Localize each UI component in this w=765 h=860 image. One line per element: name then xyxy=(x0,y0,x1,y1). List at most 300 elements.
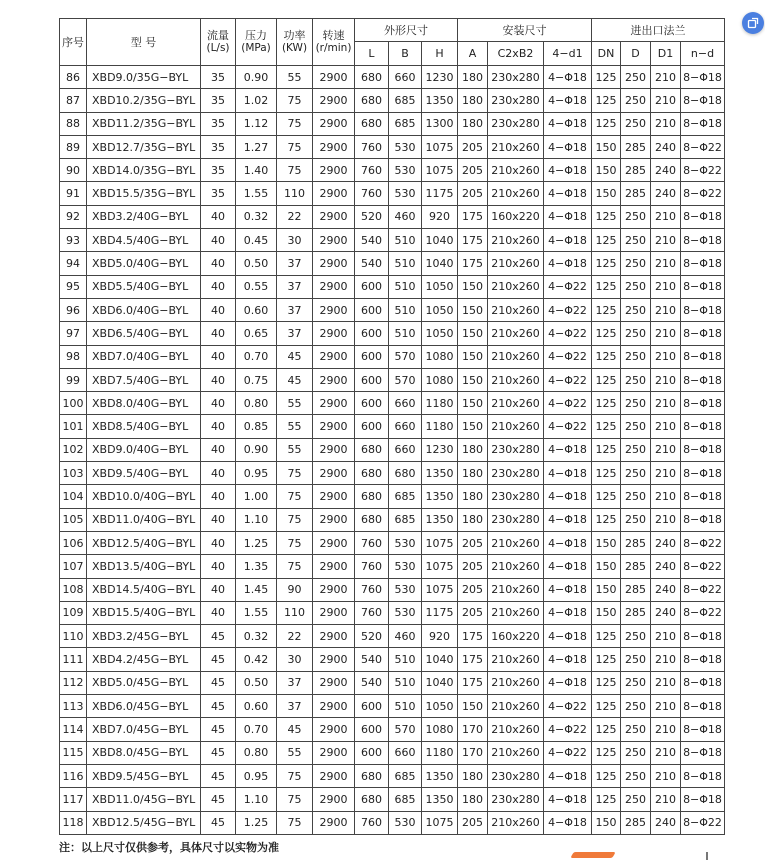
table-cell: 685 xyxy=(389,112,422,135)
table-row xyxy=(60,508,725,531)
table-cell: 117 xyxy=(60,788,87,811)
table-cell: 210x260 xyxy=(488,159,544,182)
table-cell: 108 xyxy=(60,578,87,601)
table-cell: 37 xyxy=(277,252,313,275)
model-cell: XBD3.2/45G−BYL xyxy=(87,625,201,648)
table-cell: 530 xyxy=(389,811,422,834)
table-cell: 250 xyxy=(621,671,651,694)
table-cell: 109 xyxy=(60,601,87,624)
table-cell: 125 xyxy=(592,322,621,345)
table-cell: 0.50 xyxy=(236,252,277,275)
table-row xyxy=(60,135,725,158)
table-cell: 8−Φ22 xyxy=(681,578,725,601)
table-cell: 210 xyxy=(651,345,681,368)
table-cell: 205 xyxy=(458,159,488,182)
table-cell: 4−Φ22 xyxy=(544,415,592,438)
table-cell: 2900 xyxy=(313,205,355,228)
table-cell: 460 xyxy=(389,625,422,648)
table-cell: 760 xyxy=(355,578,389,601)
table-cell: 150 xyxy=(592,135,621,158)
table-cell: 105 xyxy=(60,508,87,531)
model-cell: XBD12.5/45G−BYL xyxy=(87,811,201,834)
table-cell: 125 xyxy=(592,788,621,811)
table-cell: 125 xyxy=(592,298,621,321)
table-cell: 175 xyxy=(458,229,488,252)
table-cell: 210 xyxy=(651,648,681,671)
table-cell: 540 xyxy=(355,671,389,694)
table-cell: 55 xyxy=(277,66,313,89)
table-cell: 2900 xyxy=(313,438,355,461)
table-cell: 0.32 xyxy=(236,205,277,228)
table-cell: 37 xyxy=(277,298,313,321)
table-cell: 680 xyxy=(389,462,422,485)
table-cell: 4−Φ18 xyxy=(544,135,592,158)
table-cell: 150 xyxy=(458,275,488,298)
table-cell: 4−Φ22 xyxy=(544,298,592,321)
table-cell: 125 xyxy=(592,205,621,228)
table-row xyxy=(60,555,725,578)
header-flow-unit: (L/s) xyxy=(206,42,230,54)
table-cell: 1075 xyxy=(422,159,458,182)
header-DN: DN xyxy=(592,42,621,66)
header-pressure-unit: (MPa) xyxy=(241,42,271,54)
table-cell: 40 xyxy=(201,578,236,601)
table-cell: 250 xyxy=(621,788,651,811)
table-cell: 250 xyxy=(621,89,651,112)
table-cell: 4−Φ18 xyxy=(544,66,592,89)
table-cell: 510 xyxy=(389,252,422,275)
header-flow-label: 流量 xyxy=(207,29,229,42)
table-cell: 250 xyxy=(621,392,651,415)
table-cell: 1040 xyxy=(422,671,458,694)
model-cell: XBD10.0/40G−BYL xyxy=(87,485,201,508)
table-cell: 230x280 xyxy=(488,788,544,811)
table-cell: 125 xyxy=(592,648,621,671)
table-cell: 40 xyxy=(201,252,236,275)
table-cell: 1050 xyxy=(422,322,458,345)
table-row xyxy=(60,788,725,811)
table-cell: 210 xyxy=(651,66,681,89)
table-cell: 2900 xyxy=(313,112,355,135)
table-cell: 680 xyxy=(355,764,389,787)
table-cell: 210x260 xyxy=(488,718,544,741)
table-cell: 1180 xyxy=(422,741,458,764)
table-cell: 110 xyxy=(60,625,87,648)
header-B: B xyxy=(389,42,422,66)
table-cell: 55 xyxy=(277,392,313,415)
table-cell: 125 xyxy=(592,462,621,485)
table-cell: 250 xyxy=(621,741,651,764)
table-cell: 45 xyxy=(201,625,236,648)
table-cell: 1080 xyxy=(422,718,458,741)
table-cell: 8−Φ18 xyxy=(681,648,725,671)
table-cell: 89 xyxy=(60,135,87,158)
table-cell: 2900 xyxy=(313,345,355,368)
table-row xyxy=(60,112,725,135)
table-cell: 680 xyxy=(355,788,389,811)
table-cell: 8−Φ18 xyxy=(681,322,725,345)
table-cell: 2900 xyxy=(313,182,355,205)
table-cell: 75 xyxy=(277,485,313,508)
table-cell: 75 xyxy=(277,531,313,554)
table-cell: 210 xyxy=(651,508,681,531)
table-cell: 1075 xyxy=(422,555,458,578)
header-power-unit: (KW) xyxy=(281,42,308,54)
header-D1: D1 xyxy=(651,42,681,66)
table-cell: 230x280 xyxy=(488,438,544,461)
table-cell: 510 xyxy=(389,322,422,345)
table-cell: 2900 xyxy=(313,485,355,508)
table-cell: 285 xyxy=(621,811,651,834)
header-L: L xyxy=(355,42,389,66)
table-row xyxy=(60,368,725,391)
table-cell: 205 xyxy=(458,135,488,158)
model-cell: XBD3.2/40G−BYL xyxy=(87,205,201,228)
table-cell: 92 xyxy=(60,205,87,228)
table-cell: 660 xyxy=(389,741,422,764)
table-cell: 1175 xyxy=(422,182,458,205)
table-cell: 210 xyxy=(651,788,681,811)
table-row xyxy=(60,392,725,415)
table-cell: 1.25 xyxy=(236,531,277,554)
table-cell: 205 xyxy=(458,555,488,578)
table-cell: 205 xyxy=(458,601,488,624)
table-cell: 35 xyxy=(201,135,236,158)
table-cell: 0.42 xyxy=(236,648,277,671)
table-cell: 94 xyxy=(60,252,87,275)
table-cell: 45 xyxy=(201,695,236,718)
table-cell: 540 xyxy=(355,252,389,275)
table-cell: 240 xyxy=(651,182,681,205)
table-cell: 150 xyxy=(592,182,621,205)
table-cell: 1.27 xyxy=(236,135,277,158)
table-cell: 4−Φ18 xyxy=(544,601,592,624)
table-cell: 600 xyxy=(355,741,389,764)
table-cell: 285 xyxy=(621,159,651,182)
table-cell: 40 xyxy=(201,555,236,578)
table-cell: 2900 xyxy=(313,275,355,298)
table-cell: 160x220 xyxy=(488,205,544,228)
table-cell: 680 xyxy=(355,112,389,135)
table-cell: 530 xyxy=(389,182,422,205)
table-cell: 45 xyxy=(201,671,236,694)
table-cell: 170 xyxy=(458,718,488,741)
model-cell: XBD13.5/40G−BYL xyxy=(87,555,201,578)
table-cell: 250 xyxy=(621,252,651,275)
table-cell: 1.10 xyxy=(236,788,277,811)
table-cell: 530 xyxy=(389,555,422,578)
table-cell: 250 xyxy=(621,368,651,391)
table-cell: 75 xyxy=(277,89,313,112)
table-cell: 240 xyxy=(651,135,681,158)
table-cell: 4−Φ18 xyxy=(544,788,592,811)
header-C2xB2: C2xB2 xyxy=(488,42,544,66)
table-cell: 210 xyxy=(651,741,681,764)
model-cell: XBD7.0/45G−BYL xyxy=(87,718,201,741)
table-cell: 1180 xyxy=(422,415,458,438)
table-row xyxy=(60,252,725,275)
table-cell: 540 xyxy=(355,648,389,671)
table-cell: 2900 xyxy=(313,66,355,89)
table-row xyxy=(60,648,725,671)
table-cell: 2900 xyxy=(313,625,355,648)
table-cell: 8−Φ18 xyxy=(681,508,725,531)
table-cell: 520 xyxy=(355,205,389,228)
table-cell: 8−Φ18 xyxy=(681,66,725,89)
table-cell: 1075 xyxy=(422,811,458,834)
table-cell: 240 xyxy=(651,531,681,554)
table-cell: 180 xyxy=(458,462,488,485)
table-cell: 210x260 xyxy=(488,695,544,718)
share-icon xyxy=(747,17,759,29)
table-cell: 125 xyxy=(592,345,621,368)
table-cell: 760 xyxy=(355,601,389,624)
table-cell: 111 xyxy=(60,648,87,671)
table-cell: 118 xyxy=(60,811,87,834)
table-cell: 1050 xyxy=(422,695,458,718)
table-cell: 0.75 xyxy=(236,368,277,391)
table-cell: 760 xyxy=(355,159,389,182)
header-H: H xyxy=(422,42,458,66)
table-cell: 1.00 xyxy=(236,485,277,508)
table-cell: 45 xyxy=(201,718,236,741)
header-A: A xyxy=(458,42,488,66)
footnote: 注：以上尺寸仅供参考，具体尺寸以实物为准 xyxy=(59,841,279,854)
table-cell: 570 xyxy=(389,368,422,391)
table-cell: 4−Φ18 xyxy=(544,205,592,228)
table-cell: 40 xyxy=(201,508,236,531)
table-cell: 86 xyxy=(60,66,87,89)
table-cell: 210x260 xyxy=(488,741,544,764)
table-cell: 8−Φ22 xyxy=(681,159,725,182)
table-cell: 680 xyxy=(355,508,389,531)
table-cell: 285 xyxy=(621,182,651,205)
table-cell: 2900 xyxy=(313,764,355,787)
table-cell: 1.25 xyxy=(236,811,277,834)
table-cell: 8−Φ22 xyxy=(681,531,725,554)
model-cell: XBD12.7/35G−BYL xyxy=(87,135,201,158)
table-cell: 205 xyxy=(458,531,488,554)
table-cell: 2900 xyxy=(313,788,355,811)
table-cell: 125 xyxy=(592,695,621,718)
table-cell: 40 xyxy=(201,322,236,345)
header-power xyxy=(277,19,313,66)
table-cell: 115 xyxy=(60,741,87,764)
table-cell: 45 xyxy=(201,648,236,671)
table-cell: 660 xyxy=(389,66,422,89)
table-cell: 1230 xyxy=(422,66,458,89)
table-cell: 8−Φ18 xyxy=(681,671,725,694)
table-cell: 45 xyxy=(201,788,236,811)
table-cell: 8−Φ18 xyxy=(681,298,725,321)
table-cell: 2900 xyxy=(313,462,355,485)
table-cell: 45 xyxy=(277,368,313,391)
table-cell: 110 xyxy=(277,182,313,205)
table-cell: 175 xyxy=(458,625,488,648)
table-cell: 125 xyxy=(592,718,621,741)
table-cell: 175 xyxy=(458,648,488,671)
table-cell: 8−Φ18 xyxy=(681,275,725,298)
table-cell: 250 xyxy=(621,298,651,321)
table-row xyxy=(60,322,725,345)
table-cell: 205 xyxy=(458,578,488,601)
table-cell: 8−Φ22 xyxy=(681,601,725,624)
table-cell: 210 xyxy=(651,252,681,275)
table-row xyxy=(60,485,725,508)
table-cell: 4−Φ18 xyxy=(544,252,592,275)
table-cell: 0.80 xyxy=(236,392,277,415)
table-cell: 40 xyxy=(201,438,236,461)
table-cell: 205 xyxy=(458,182,488,205)
table-cell: 4−Φ18 xyxy=(544,112,592,135)
table-cell: 250 xyxy=(621,695,651,718)
table-cell: 2900 xyxy=(313,695,355,718)
table-cell: 510 xyxy=(389,298,422,321)
table-cell: 660 xyxy=(389,438,422,461)
table-row xyxy=(60,741,725,764)
table-cell: 40 xyxy=(201,462,236,485)
header-speed xyxy=(313,19,355,66)
table-cell: 1.35 xyxy=(236,555,277,578)
table-cell: 55 xyxy=(277,415,313,438)
table-cell: 250 xyxy=(621,508,651,531)
table-cell: 510 xyxy=(389,695,422,718)
table-cell: 125 xyxy=(592,741,621,764)
share-badge-button[interactable] xyxy=(742,12,764,34)
table-cell: 1230 xyxy=(422,438,458,461)
model-cell: XBD6.0/45G−BYL xyxy=(87,695,201,718)
pump-spec-table xyxy=(59,18,725,835)
table-cell: 0.55 xyxy=(236,275,277,298)
table-cell: 4−Φ18 xyxy=(544,508,592,531)
table-row xyxy=(60,764,725,787)
table-cell: 210x260 xyxy=(488,648,544,671)
table-cell: 35 xyxy=(201,66,236,89)
table-cell: 230x280 xyxy=(488,764,544,787)
table-cell: 1050 xyxy=(422,275,458,298)
table-cell: 35 xyxy=(201,182,236,205)
table-cell: 75 xyxy=(277,508,313,531)
header-seq: 序号 xyxy=(60,19,87,66)
table-cell: 93 xyxy=(60,229,87,252)
table-cell: 150 xyxy=(458,392,488,415)
table-row xyxy=(60,438,725,461)
table-cell: 210x260 xyxy=(488,415,544,438)
table-cell: 180 xyxy=(458,764,488,787)
table-cell: 1350 xyxy=(422,89,458,112)
table-cell: 210 xyxy=(651,368,681,391)
table-cell: 95 xyxy=(60,275,87,298)
table-cell: 1350 xyxy=(422,462,458,485)
table-cell: 4−Φ22 xyxy=(544,322,592,345)
table-cell: 210 xyxy=(651,229,681,252)
table-cell: 4−Φ22 xyxy=(544,345,592,368)
table-cell: 250 xyxy=(621,229,651,252)
table-cell: 285 xyxy=(621,135,651,158)
table-cell: 101 xyxy=(60,415,87,438)
table-cell: 8−Φ22 xyxy=(681,811,725,834)
table-cell: 210x260 xyxy=(488,252,544,275)
table-cell: 1350 xyxy=(422,788,458,811)
table-cell: 8−Φ18 xyxy=(681,695,725,718)
table-cell: 210x260 xyxy=(488,555,544,578)
table-cell: 250 xyxy=(621,485,651,508)
table-row xyxy=(60,601,725,624)
table-cell: 102 xyxy=(60,438,87,461)
table-cell: 250 xyxy=(621,415,651,438)
table-cell: 210 xyxy=(651,112,681,135)
table-cell: 125 xyxy=(592,508,621,531)
table-cell: 240 xyxy=(651,159,681,182)
table-cell: 600 xyxy=(355,392,389,415)
table-cell: 150 xyxy=(592,555,621,578)
table-cell: 2900 xyxy=(313,648,355,671)
table-cell: 8−Φ18 xyxy=(681,89,725,112)
table-cell: 210 xyxy=(651,89,681,112)
table-cell: 250 xyxy=(621,764,651,787)
table-cell: 530 xyxy=(389,578,422,601)
table-cell: 180 xyxy=(458,89,488,112)
table-cell: 75 xyxy=(277,112,313,135)
table-cell: 210x260 xyxy=(488,531,544,554)
model-cell: XBD9.5/45G−BYL xyxy=(87,764,201,787)
table-cell: 180 xyxy=(458,508,488,531)
table-cell: 150 xyxy=(458,322,488,345)
table-cell: 540 xyxy=(355,229,389,252)
table-cell: 240 xyxy=(651,811,681,834)
table-cell: 210 xyxy=(651,485,681,508)
table-cell: 45 xyxy=(277,345,313,368)
table-cell: 210x260 xyxy=(488,368,544,391)
table-cell: 230x280 xyxy=(488,112,544,135)
table-cell: 125 xyxy=(592,392,621,415)
model-cell: XBD5.0/45G−BYL xyxy=(87,671,201,694)
table-cell: 1.40 xyxy=(236,159,277,182)
table-cell: 285 xyxy=(621,531,651,554)
table-row xyxy=(60,695,725,718)
table-row xyxy=(60,205,725,228)
table-cell: 4−Φ18 xyxy=(544,671,592,694)
table-cell: 40 xyxy=(201,229,236,252)
table-cell: 210x260 xyxy=(488,322,544,345)
table-cell: 510 xyxy=(389,275,422,298)
table-row xyxy=(60,462,725,485)
table-cell: 116 xyxy=(60,764,87,787)
table-cell: 1040 xyxy=(422,252,458,275)
table-cell: 30 xyxy=(277,648,313,671)
table-cell: 88 xyxy=(60,112,87,135)
table-cell: 125 xyxy=(592,415,621,438)
table-cell: 660 xyxy=(389,415,422,438)
table-row xyxy=(60,811,725,834)
table-cell: 2900 xyxy=(313,811,355,834)
table-cell: 4−Φ18 xyxy=(544,531,592,554)
table-cell: 125 xyxy=(592,112,621,135)
table-cell: 250 xyxy=(621,648,651,671)
table-cell: 8−Φ18 xyxy=(681,229,725,252)
table-row xyxy=(60,345,725,368)
table-cell: 2900 xyxy=(313,229,355,252)
table-cell: 4−Φ18 xyxy=(544,485,592,508)
table-cell: 510 xyxy=(389,671,422,694)
table-cell: 75 xyxy=(277,764,313,787)
table-cell: 1300 xyxy=(422,112,458,135)
table-cell: 150 xyxy=(458,298,488,321)
model-cell: XBD4.5/40G−BYL xyxy=(87,229,201,252)
table-cell: 37 xyxy=(277,695,313,718)
table-cell: 1.02 xyxy=(236,89,277,112)
table-cell: 45 xyxy=(201,811,236,834)
